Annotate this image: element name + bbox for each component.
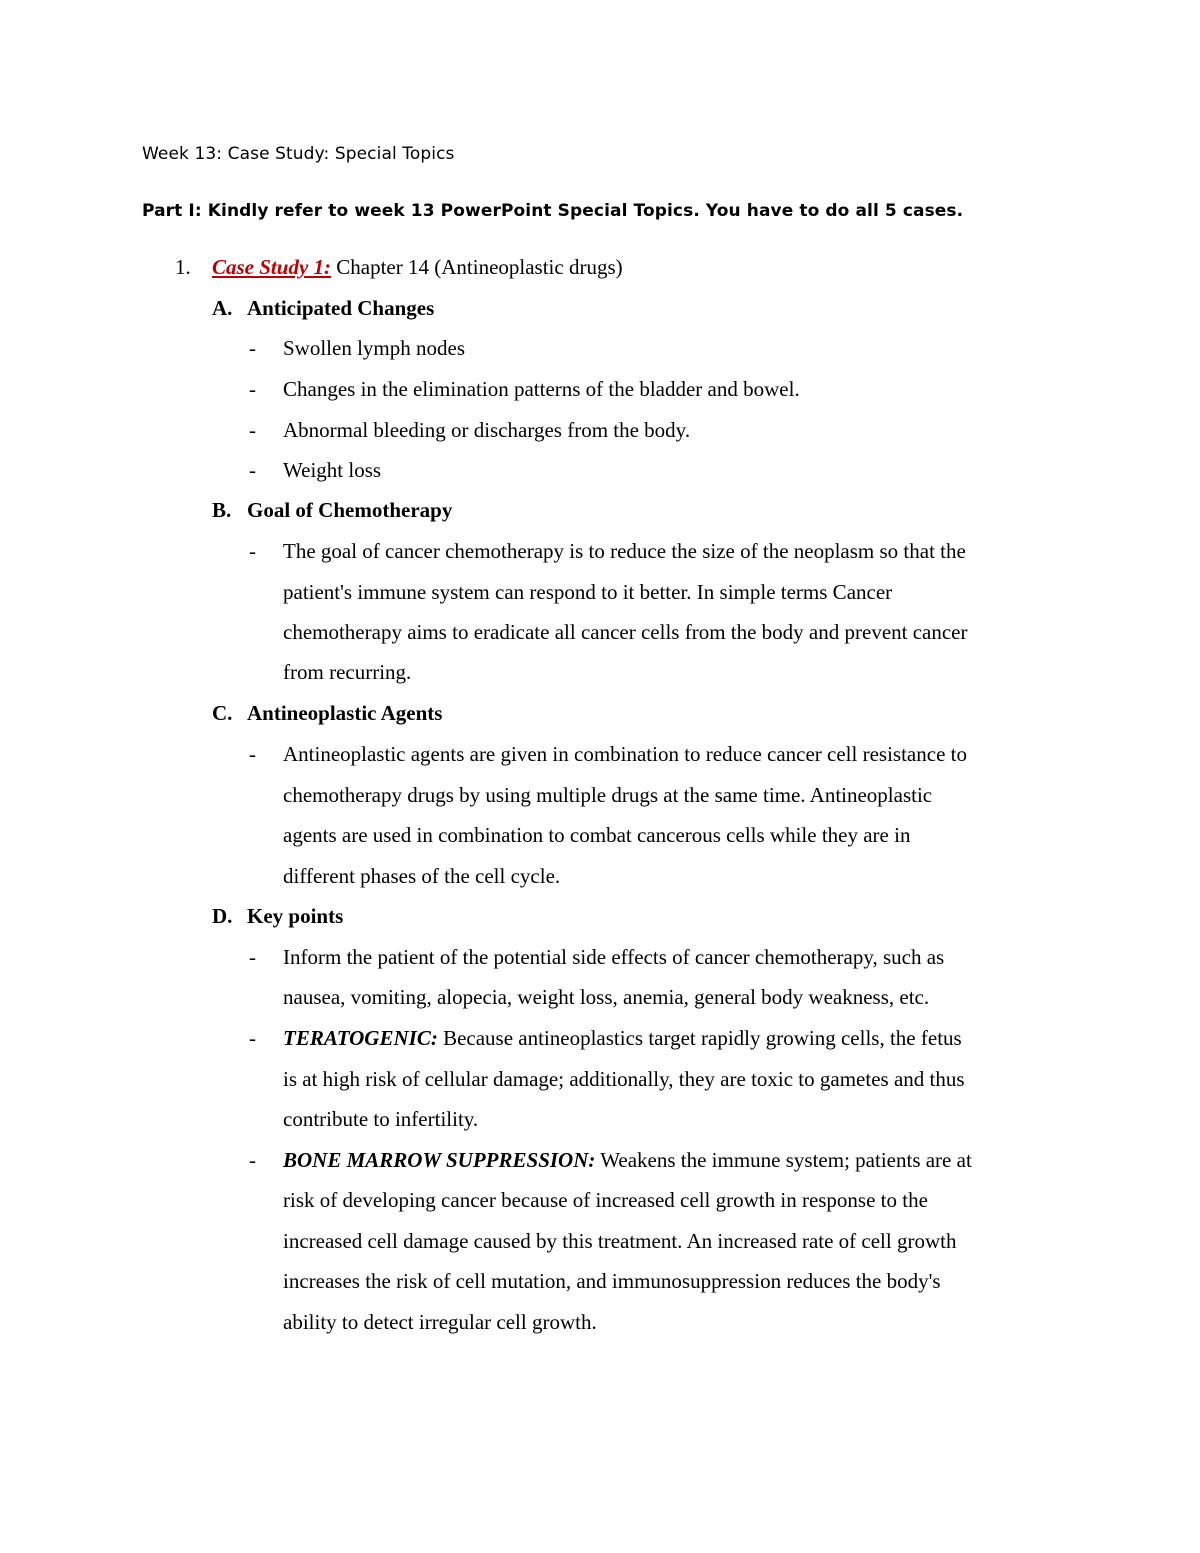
paragraph-line: increases the risk of cell mutation, and immunosuppression reduces the body's	[283, 1269, 941, 1293]
bone-marrow-line	[283, 1150, 972, 1171]
teratogenic-text: Because antineoplastics target rapidly growing cells, the fetus	[437, 1026, 962, 1050]
section-d-title: Key points	[247, 904, 344, 928]
paragraph-line: Inform the patient of the potential side effects of cancer chemotherapy, such as	[283, 945, 945, 969]
section-b-marker: B.	[212, 498, 232, 522]
part-instructions	[142, 203, 963, 220]
list-item: Swollen lymph nodes	[283, 336, 465, 360]
teratogenic-label: TERATOGENIC:	[283, 1026, 438, 1050]
paragraph-line: increased cell damage caused by this treatment. An increased rate of cell growth	[283, 1229, 957, 1253]
section-d-marker: D.	[212, 904, 233, 928]
section-c-marker: C.	[212, 701, 233, 725]
bullet-dash: -	[249, 458, 256, 482]
paragraph-line: nausea, vomiting, alopecia, weight loss, anemia, general body weakness, etc.	[283, 985, 930, 1009]
paragraph-line: Antineoplastic agents are given in combination to reduce cancer cell resistance to	[283, 742, 967, 766]
paragraph-line: patient's immune system can respond to it better. In simple terms Cancer	[283, 580, 893, 604]
bullet-dash: -	[249, 945, 256, 969]
bullet-dash: -	[249, 418, 256, 442]
paragraph-line: contribute to infertility.	[283, 1107, 479, 1131]
paragraph-line: chemotherapy drugs by using multiple drugs at the same time. Antineoplastic	[283, 783, 933, 807]
case-number: 1.	[175, 255, 191, 279]
section-b-title: Goal of Chemotherapy	[247, 498, 453, 522]
bone-marrow-text: Weakens the immune system; patients are at	[595, 1148, 972, 1172]
bone-marrow-label: BONE MARROW SUPPRESSION:	[283, 1148, 596, 1172]
list-item: Weight loss	[283, 458, 382, 482]
paragraph-line: chemotherapy aims to eradicate all cancer cells from the body and prevent cancer	[283, 620, 968, 644]
list-item: Abnormal bleeding or discharges from the body.	[283, 418, 691, 442]
paragraph-line: from recurring.	[283, 660, 412, 684]
paragraph-line: is at high risk of cellular damage; additionally, they are toxic to gametes and thus	[283, 1067, 965, 1091]
list-item: Changes in the elimination patterns of the bladder and bowel.	[283, 377, 800, 401]
bullet-dash: -	[249, 377, 256, 401]
teratogenic-line	[283, 1028, 962, 1049]
paragraph-line: agents are used in combination to combat cancerous cells while they are in	[283, 823, 911, 847]
section-a-title: Anticipated Changes	[247, 296, 435, 320]
part-label: Part I:	[142, 201, 202, 221]
case-study-label: Case Study 1:	[212, 255, 332, 279]
paragraph-line: ability to detect irregular cell growth.	[283, 1310, 597, 1334]
part-text: Kindly refer to week 13 PowerPoint Special Topics. You have to do all 5 cases.	[201, 201, 964, 221]
paragraph-line: different phases of the cell cycle.	[283, 864, 561, 888]
bullet-dash: -	[249, 1026, 256, 1050]
page-title: Week 13: Case Study: Special Topics	[142, 144, 455, 164]
section-c-title: Antineoplastic Agents	[247, 701, 443, 725]
case-heading	[212, 257, 623, 278]
section-a-marker: A.	[212, 296, 233, 320]
bullet-dash: -	[249, 539, 256, 563]
bullet-dash: -	[249, 1148, 256, 1172]
bullet-dash: -	[249, 336, 256, 360]
paragraph-line: risk of developing cancer because of increased cell growth in response to the	[283, 1188, 928, 1212]
bullet-dash: -	[249, 742, 256, 766]
paragraph-line: The goal of cancer chemotherapy is to reduce the size of the neoplasm so that the	[283, 539, 966, 563]
case-study-text: Chapter 14 (Antineoplastic drugs)	[331, 255, 623, 279]
